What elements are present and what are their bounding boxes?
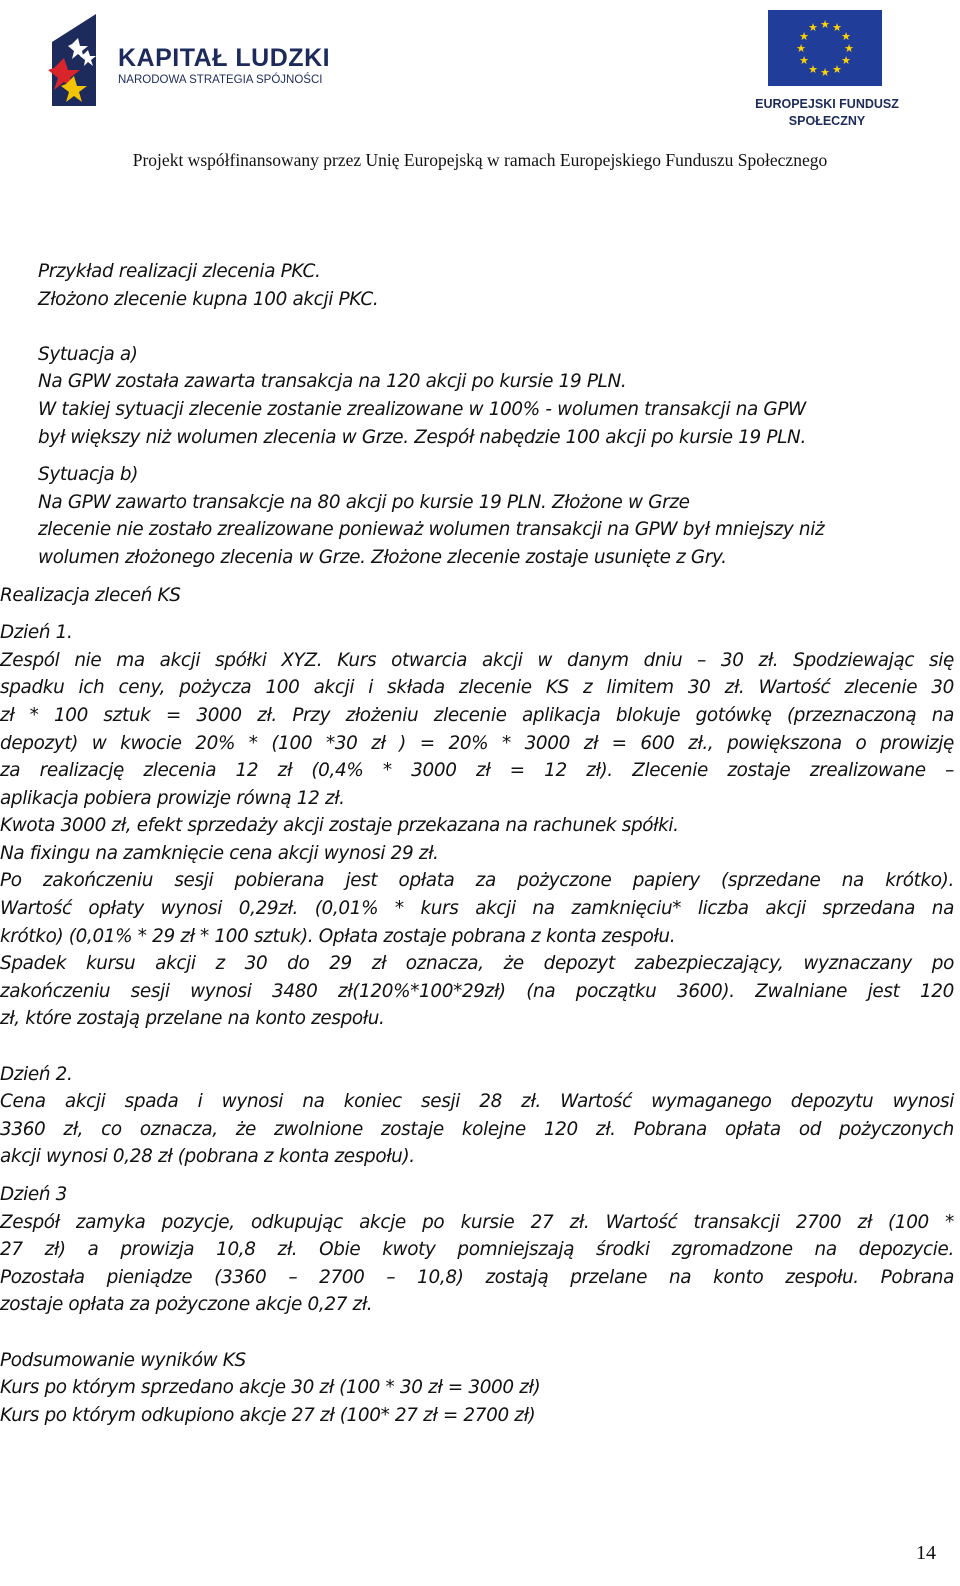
eu-logo-caption	[752, 96, 902, 130]
text-line: Po zakończeniu sesji pobierana jest opłata za pożyczone papiery (sprzedane na krótko).	[0, 870, 954, 892]
summary-heading: Podsumowanie wyników KS	[0, 1349, 246, 1371]
kapital-ludzki-logo	[44, 14, 334, 110]
kapital-ludzki-emblem-icon	[44, 14, 104, 110]
text-line: krótko) (0,01% * 29 zł * 100 sztuk). Opłata zostaje pobrana z konta zespołu.	[0, 925, 676, 947]
text-line: za realizację zlecenia 12 zł (0,4% * 3000 zł = 12 zł). Zlecenie zostaje zrealizowane –	[0, 760, 954, 782]
svg-text:★: ★	[799, 30, 809, 43]
page-number: 14	[916, 1542, 936, 1564]
text-line: akcji wynosi 0,28 zł (pobrana z konta zespołu).	[0, 1146, 415, 1168]
situation-b-heading: Sytuacja b)	[38, 464, 139, 486]
text-line: był większy niż wolumen zlecenia w Grze. Zespół nabędzie 100 akcji po kursie 19 PLN.	[38, 426, 806, 448]
text-line: Wartość opłaty wynosi 0,29zł. (0,01% * kurs akcji na zamknięciu* liczba akcji sprzedana na	[0, 898, 954, 920]
text-line: Cena akcji spada i wynosi na koniec sesji 28 zł. Wartość wymaganego depozytu wynosi	[0, 1091, 954, 1113]
text-line: Kurs po którym sprzedano akcje 30 zł (100 * 30 zł = 3000 zł)	[0, 1377, 541, 1399]
text-line: Na GPW została zawarta transakcja na 120 akcji po kursie 19 PLN.	[38, 371, 627, 393]
svg-text:★: ★	[808, 21, 818, 34]
svg-text:★: ★	[832, 63, 842, 76]
svg-text:★: ★	[799, 54, 809, 67]
logo-title: KAPITAŁ LUDZKI	[118, 44, 331, 72]
svg-text:★: ★	[841, 54, 851, 67]
text-line: Spadek kursu akcji z 30 do 29 zł oznacza, że depozyt zabezpieczający, wyznaczany po	[0, 953, 954, 975]
text-line: wolumen złożonego zlecenia w Grze. Złożone zlecenie zostaje usunięte z Gry.	[38, 546, 727, 568]
text-line: aplikacja pobiera prowizje równą 12 zł.	[0, 787, 345, 809]
text-line: Na GPW zawarto transakcje na 80 akcji po kursie 19 PLN. Złożone w Grze	[38, 491, 690, 513]
text-line: zł, które zostają przelane na konto zespołu.	[0, 1008, 385, 1030]
text-line: Kwota 3000 zł, efekt sprzedaży akcji zostaje przekazana na rachunek spółki.	[0, 815, 679, 837]
section-heading-ks: Realizacja zleceń KS	[0, 584, 181, 606]
text-line: Zespól nie ma akcji spółki XYZ. Kurs otwarcia akcji w danym dniu – 30 zł. Spodziewając się	[0, 649, 954, 671]
text-line: Kurs po którym odkupiono akcje 27 zł (100* 27 zł = 2700 zł)	[0, 1404, 536, 1426]
svg-text:★: ★	[796, 42, 806, 55]
funding-note: Projekt współfinansowany przez Unię Europejską w ramach Europejskiego Funduszu Społecznego	[132, 150, 828, 170]
svg-text:★: ★	[832, 21, 842, 34]
svg-text:★: ★	[808, 63, 818, 76]
example-title: Przykład realizacji zlecenia PKC.	[38, 261, 321, 282]
eu-flag-icon	[768, 10, 882, 86]
svg-text:★: ★	[841, 30, 851, 43]
text-line: zakończeniu sesji wynosi 3480 zł(120%*100*29zł) (na początku 3600). Zwalniane jest 120	[0, 980, 954, 1002]
text-line: Na fixingu na zamknięcie cena akcji wynosi 29 zł.	[0, 842, 439, 864]
text-line: depozyt) w kwocie 20% * (100 *30 zł ) = 20% * 3000 zł = 600 zł., powiększona o prowizję	[0, 732, 954, 754]
eu-logo-line2: SPOŁECZNY	[788, 114, 866, 128]
svg-text:★: ★	[820, 66, 830, 79]
day-2-heading: Dzień 2.	[0, 1063, 73, 1085]
text-line: 3360 zł, co oznacza, że zwolnione zostaje kolejne 120 zł. Pobrana opłata od pożyczonych	[0, 1118, 954, 1140]
text-line: zlecenie nie zostało zrealizowane ponieważ wolumen transakcji na GPW był mniejszy niż	[38, 519, 825, 541]
eu-fund-logo	[752, 10, 902, 135]
document-body	[0, 258, 954, 1429]
text-line: zł * 100 sztuk = 3000 zł. Przy złożeniu zlecenie aplikacja blokuje gotówkę (przeznaczoną na	[0, 704, 954, 726]
text-line: Pozostała pieniądze (3360 – 2700 – 10,8) zostają przelane na konto zespołu. Pobrana	[0, 1266, 954, 1288]
text-line: W takiej sytuacji zlecenie zostanie zrealizowane w 100% - wolumen transakcji na GPW	[38, 398, 806, 420]
text-line: Złożono zlecenie kupna 100 akcji PKC.	[38, 288, 379, 310]
svg-text:★: ★	[820, 18, 830, 31]
day-3-heading: Dzień 3	[0, 1184, 67, 1205]
situation-a-heading: Sytuacja a)	[38, 343, 138, 365]
eu-logo-line1: EUROPEJSKI FUNDUSZ	[755, 97, 899, 111]
logo-subtitle: NARODOWA STRATEGIA SPÓJNOŚCI	[118, 74, 323, 86]
text-line: 27 zł) a prowizja 10,8 zł. Obie kwoty pomniejszają środki zgromadzone na depozycie.	[0, 1239, 954, 1261]
text-line: spadku ich ceny, pożycza 100 akcji i składa zlecenie KS z limitem 30 zł. Wartość zlecenie 30	[0, 677, 954, 699]
text-line: zostaje opłata za pożyczone akcje 0,27 zł.	[0, 1294, 373, 1316]
svg-text:★: ★	[844, 42, 854, 55]
text-line: Zespół zamyka pozycje, odkupując akcje po kursie 27 zł. Wartość transakcji 2700 zł (100 *	[0, 1211, 954, 1233]
day-1-heading: Dzień 1.	[0, 622, 73, 644]
